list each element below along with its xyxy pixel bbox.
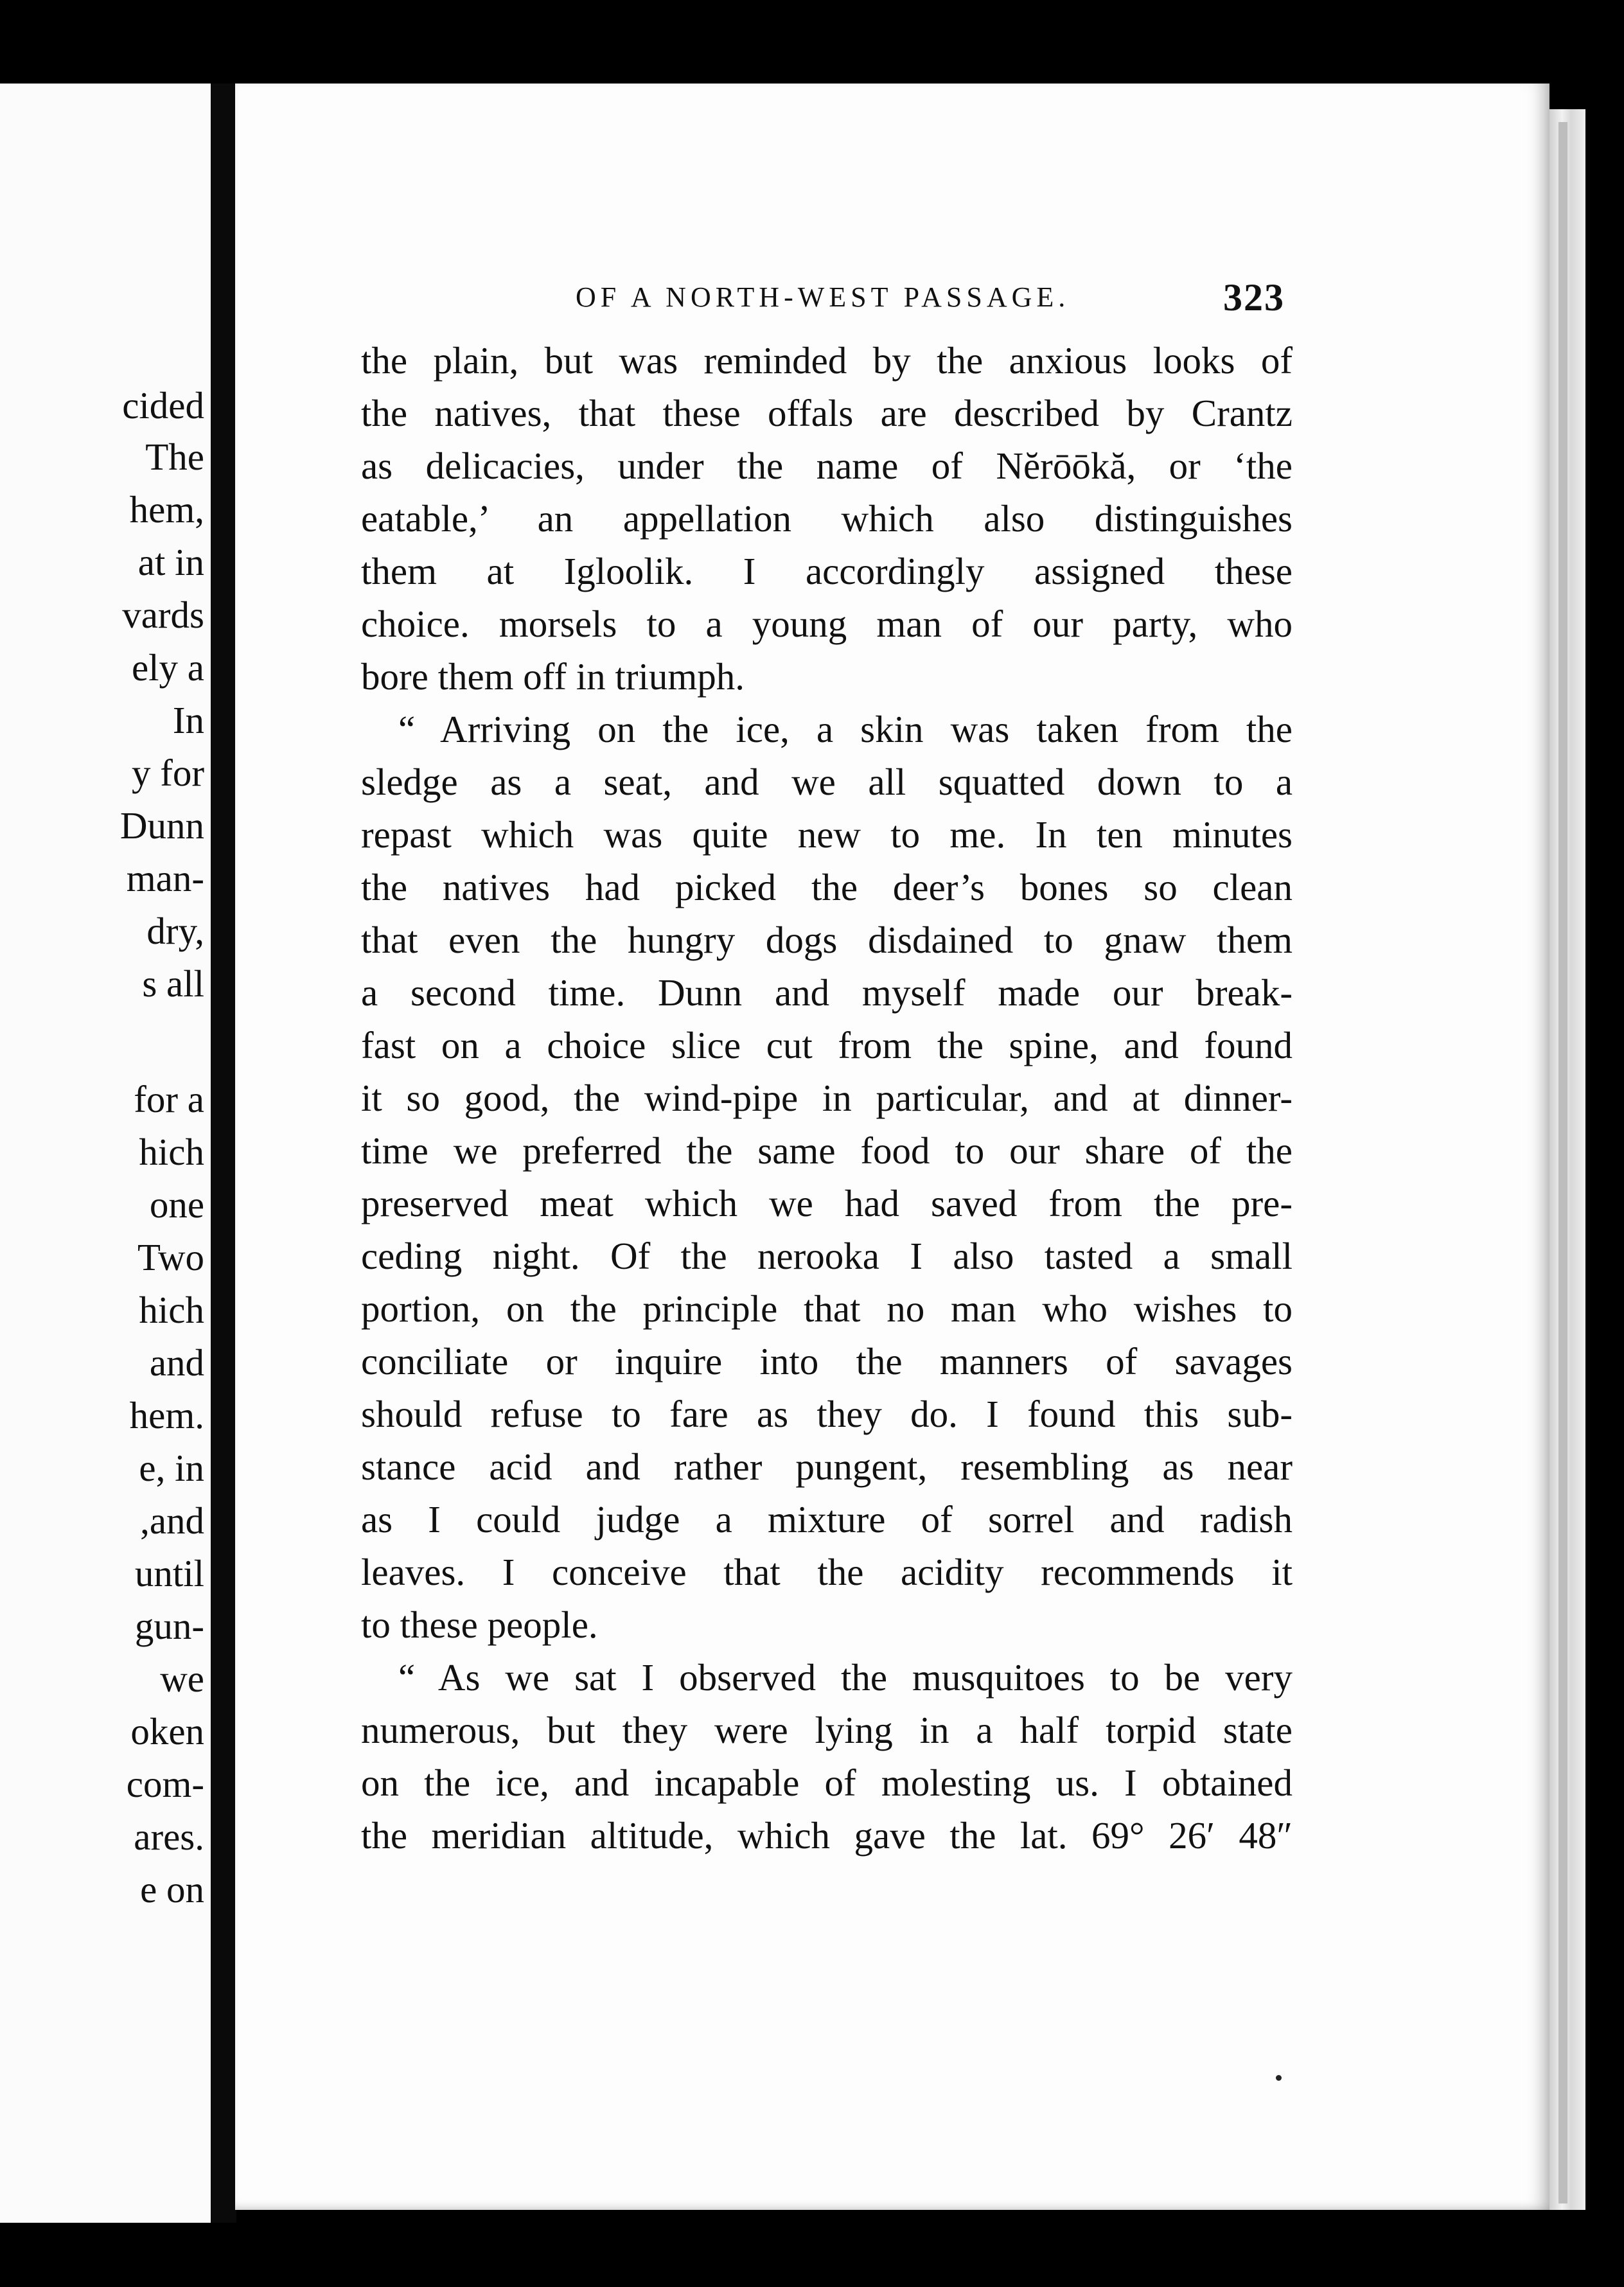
- text-line: it so good, the wind-pipe in particular, and at dinner-: [361, 1077, 1293, 1119]
- left-page-line: hem,: [129, 488, 204, 531]
- text-line: eatable,’ an appellation which also distinguishes: [361, 497, 1293, 540]
- left-page-line: gun-: [134, 1605, 204, 1647]
- text-line: as I could judge a mixture of sorrel and radish: [361, 1498, 1293, 1541]
- text-line: them at Igloolik. I accordingly assigned these: [361, 550, 1293, 592]
- left-page-line: In: [172, 699, 204, 741]
- text-line: as delicacies, under the name of Nĕrōōkă, or ‘the: [361, 445, 1293, 487]
- text-line: the plain, but was reminded by the anxious looks of: [361, 339, 1293, 382]
- text-line: stance acid and rather pungent, resembling as near: [361, 1445, 1293, 1488]
- left-page-line: at in: [137, 541, 204, 583]
- text-line: choice. morsels to a young man of our party, who: [361, 603, 1293, 645]
- running-title: OF A NORTH-WEST PASSAGE.: [576, 281, 1070, 313]
- left-page-line: Two: [137, 1236, 204, 1278]
- text-line: ceding night. Of the nerooka I also tasted a small: [361, 1235, 1293, 1277]
- text-line: conciliate or inquire into the manners of savages: [361, 1340, 1293, 1382]
- left-page-line: s all: [142, 962, 204, 1005]
- left-page-line: hich: [139, 1131, 204, 1173]
- left-page-line: oken: [130, 1710, 204, 1753]
- body-text: [361, 334, 1293, 1862]
- left-page-line: hem.: [129, 1394, 204, 1436]
- text-line: bore them off in triumph.: [361, 655, 745, 698]
- text-line: repast which was quite new to me. In ten minutes: [361, 813, 1293, 856]
- left-page-line: for a: [134, 1078, 204, 1120]
- left-page-line: ely a: [131, 646, 204, 689]
- left-page-line: The: [145, 436, 204, 478]
- left-page-line: Dunn: [119, 804, 204, 847]
- left-page-line: vards: [122, 594, 204, 636]
- left-page-line: hich: [139, 1289, 204, 1331]
- page-edge: [1549, 109, 1585, 2210]
- left-page-line: and: [149, 1341, 204, 1384]
- text-line: portion, on the principle that no man who wishes to: [361, 1287, 1293, 1330]
- text-line: leaves. I conceive that the acidity recommends it: [361, 1551, 1293, 1593]
- text-line: the natives had picked the deer’s bones so clean: [361, 866, 1293, 908]
- left-page-line: com-: [126, 1763, 204, 1805]
- left-page-line: until: [134, 1552, 204, 1594]
- text-line: sledge as a seat, and we all squatted down to a: [361, 761, 1293, 803]
- left-page-line: cided: [122, 384, 204, 427]
- left-page-line: e on: [140, 1868, 204, 1911]
- left-page-line: man-: [126, 857, 204, 899]
- text-line: the natives, that these offals are described by Crantz: [361, 392, 1293, 434]
- left-page-line: e, in: [139, 1447, 204, 1489]
- text-line: on the ice, and incapable of molesting us. I obtained: [361, 1762, 1293, 1804]
- text-line: preserved meat which we had saved from the pre-: [361, 1182, 1293, 1224]
- left-page-line: y for: [131, 752, 204, 794]
- left-page-line: dry,: [146, 910, 204, 952]
- left-page: [0, 84, 211, 2223]
- right-page: [235, 84, 1549, 2210]
- page-number: 323: [1223, 276, 1285, 319]
- text-line: numerous, but they were lying in a half torpid state: [361, 1709, 1293, 1751]
- text-line: to these people.: [361, 1603, 598, 1646]
- ink-speck: [1276, 2075, 1282, 2081]
- left-page-line: one: [149, 1183, 204, 1226]
- left-page-line: we: [160, 1657, 204, 1700]
- page-edge-shadow: [1558, 122, 1567, 2203]
- text-line: the meridian altitude, which gave the lat. 69° 26′ 48″: [361, 1814, 1293, 1857]
- paragraph-start-line: “ Arriving on the ice, a skin was taken from the: [398, 708, 1293, 750]
- text-line: fast on a choice slice cut from the spine, and found: [361, 1024, 1293, 1066]
- text-line: that even the hungry dogs disdained to gnaw them: [361, 919, 1293, 961]
- left-page-line: ,and: [140, 1499, 204, 1542]
- text-line: a second time. Dunn and myself made our break-: [361, 971, 1293, 1014]
- text-line: time we preferred the same food to our share of the: [361, 1129, 1293, 1172]
- paragraph-start-line: “ As we sat I observed the musquitoes to be very: [398, 1656, 1293, 1699]
- text-line: should refuse to fare as they do. I found this sub-: [361, 1393, 1293, 1435]
- book-gutter: [211, 84, 236, 2223]
- left-page-line: ares.: [134, 1815, 204, 1858]
